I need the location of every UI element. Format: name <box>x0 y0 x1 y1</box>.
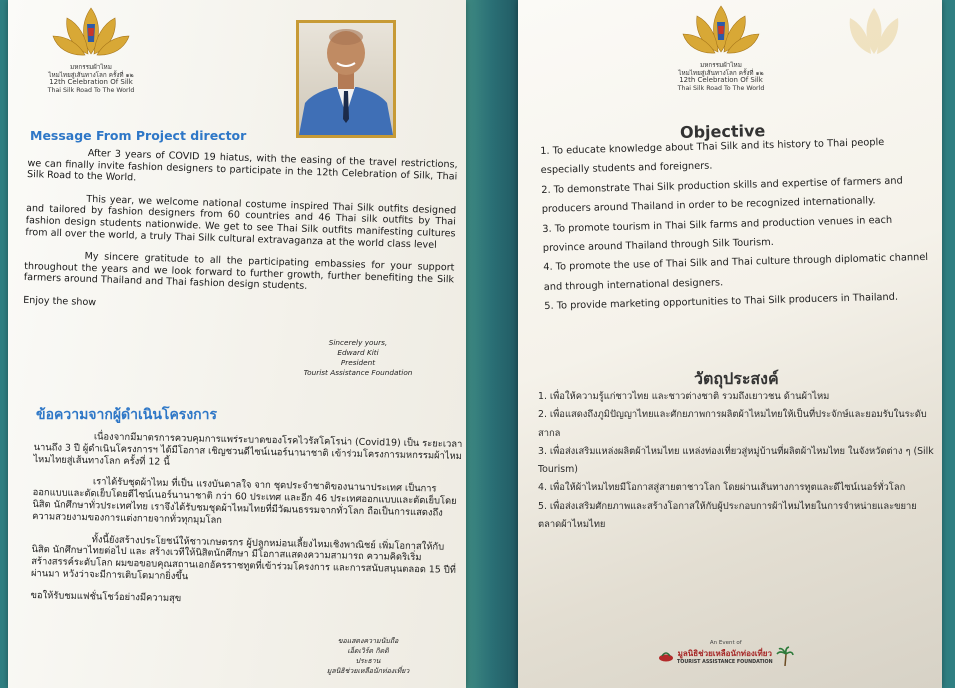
message-heading: Message From Project director <box>30 128 247 143</box>
background-gap <box>466 0 518 688</box>
message-paragraph-th: เนื่องจากมีมาตรการควบคุมการแพร่ระบาดของโรคไวรัสโคโรน่า (Covid19) เป็น ระยะเวลานานถึง 3 ปี ผู้ดำเนินโครงการฯ ได้มีโอกาส เชิญชวนดีไซน์เนอร์นานาชาติ เข้าร่วมโครงการมหกรรมผ้าไหม ไหมไทยสู่เส้นทางโลก ครั้งที่ 12 นี้ <box>33 431 463 468</box>
objective-item-th: 4. เพื่อให้ผ้าไหมไทยมีโอกาสสู่สายตาชาวโลก โดยผ่านเส้นทางการทูตและดีไซน์เนอร์ทั่วโลก <box>538 482 906 494</box>
foundation-name-en: TOURIST ASSISTANCE FOUNDATION <box>677 660 773 665</box>
foundation-name-th: มูลนิธิช่วยเหลือนักท่องเที่ยว <box>677 649 772 658</box>
objective-list-th <box>538 388 938 534</box>
objective-item-th: 3. เพื่อส่งเสริมแหล่งผลิตผ้าไหมไทย แหล่งท่องเที่ยวสู่หมู่บ้านที่ผลิตผ้าไหมไทย ในจังหวัดต่าง ๆ (Silk Tourism) <box>538 445 934 476</box>
silk-lotus-emblem-icon <box>51 4 131 60</box>
signature-line: President <box>340 358 376 367</box>
event-logo <box>36 4 146 94</box>
faint-emblem-icon <box>834 4 914 60</box>
message-closing: Enjoy the show <box>22 294 97 309</box>
message-paragraph: My sincere gratitude to all the participating embassies for your support throughout the years and we look forward to further growth, further benefiting the Silk farmers around Thailand and Thai fashion design students. <box>23 250 455 293</box>
objective-item-th: 1. เพื่อให้ความรู้แก่ชาวไทย และชาวต่างชาติ รวมถึงเยาวชน ด้านผ้าไหม <box>538 391 830 402</box>
objective-item: 1. To educate knowledge about Thai Silk and its history to Thai people especially students and foreigners. <box>540 136 885 177</box>
message-paragraph-th: เราได้รับชุดผ้าไหม ที่เป็น แรงบันดาลใจ จาก ชุดประจำชาติของนานาประเทศ เป็นการออกแบบและตัดเย็บโดยดีไซน์เนอร์นานาชาติ กว่า 60 ประเทศ และอีก 46 ประเทศออกแบบและตัดเย็บโดยนิสิต นักศึกษาทั่วประเทศไทย เราจึงได้รับชมชุดผ้าไหมไทยที่มีวัฒนธรรมจากทั่วโลก ถือเป็นการแสดงถึงความสวยงามของการแต่งกายจากทั่วทุกมุมโลก <box>32 476 457 526</box>
event-organizer <box>658 640 794 666</box>
logo-line4: Thai Silk Road To The World <box>677 84 765 92</box>
director-portrait <box>296 20 396 138</box>
objective-item: 4. To promote the use of Thai Silk and Thai culture through diplomatic channel and through international designers. <box>543 252 929 293</box>
silk-lotus-emblem-icon <box>681 2 761 58</box>
logo-line2: ไหมไทยสู่เส้นทางโลก ครั้งที่ ๑๒ <box>678 69 764 77</box>
message-body-th <box>30 430 464 621</box>
foundation-logo-icon <box>658 650 674 662</box>
objective-item-th: 2. เพื่อแสดงถึงภูมิปัญญาไทยและศักยภาพการผลิตผ้าไหมไทยให้เป็นที่ประจักษ์และยอมรับในระดับสากล <box>538 409 927 439</box>
objective-item: 2. To demonstrate Thai Silk production skills and expertise of farmers and producers around Thailand in order to be recognized internationally. <box>541 175 903 216</box>
signature-line: Tourist Assistance Foundation <box>303 368 413 377</box>
objective-list-en <box>540 132 936 317</box>
signature-en <box>298 338 418 378</box>
objective-item: 3. To promote tourism in Thai Silk farms and production venues in each province around Thailand through Silk Tourism. <box>542 214 893 254</box>
logo-line2: ไหมไทยสู่เส้นทางโลก ครั้งที่ ๑๒ <box>48 71 134 79</box>
message-paragraph-th: ทั้งนี้ยังสร้างประโยชน์ให้ชาวเกษตรกร ผู้ปลูกหม่อนเลี้ยงไหมเชิงพาณิชย์ เพิ่มโอกาสให้กับนิสิต นักศึกษาไทยต่อไป และ สร้างเวทีให้นิสิตนักศึกษา มีโอกาสแสดงความสามารถ ความคิดริเริ่มสร้างสรรค์ระดับโลก ผมขอขอบคุณสถานเอกอัครราชทูตที่เข้าร่วมโครงการ และการสนับสนุนตลอด 15 ปีที่ผ่านมา หวังว่าจะมีการเติบโตมากยิ่งขึ้น <box>30 533 457 583</box>
message-paragraph: After 3 years of COVID 19 hiatus, with the easing of the travel restrictions, we can finally invite fashion designers to participate in the 12th Celebration of Silk, Thai Silk Road to the World. <box>26 147 458 184</box>
portrait-figure-icon <box>299 23 393 135</box>
message-paragraph: This year, we welcome national costume inspired Thai Silk outfits designed and tailored by fashion designers from 60 countries and 46 Thai silk outfits by Thai fashion design students nationwide. We get to see Thai Silk outfits manifesting cultures from all over the world, a truly Thai Silk cultural extravaganza at the world class level <box>25 193 457 251</box>
objective-title-th: วัตถุประสงค์ <box>694 369 779 388</box>
signature-line: Edward Kiti <box>337 348 379 357</box>
signature-line-th: เอ็ดเวิร์ด กิตติ <box>347 647 389 655</box>
palm-tree-icon <box>776 646 794 666</box>
event-by-label: An Event of <box>709 640 742 646</box>
logo-line1: มหกรรมผ้าไหม <box>70 64 112 71</box>
message-closing-th: ขอให้รับชมแฟชั่นโชว์อย่างมีความสุข <box>30 589 182 604</box>
objective-title: Objective <box>679 121 766 142</box>
signature-th <box>308 636 428 676</box>
logo-line3: 12th Celebration Of Silk <box>679 76 763 84</box>
brochure-right-page <box>518 0 942 688</box>
objective-item: 5. To provide marketing opportunities to Thai Silk producers in Thailand. <box>544 291 899 313</box>
logo-line3: 12th Celebration Of Silk <box>49 78 133 86</box>
signature-line-th: ขอแสดงความนับถือ <box>337 637 399 645</box>
message-heading-th: ข้อความจากผู้ดำเนินโครงการ <box>36 407 218 423</box>
brochure-left-page <box>8 0 466 688</box>
event-logo-right <box>666 2 776 92</box>
signature-line-th: ประธาน <box>355 657 381 665</box>
signature-line: Sincerely yours, <box>328 338 388 347</box>
message-body-en <box>23 146 458 331</box>
logo-line4: Thai Silk Road To The World <box>47 86 135 94</box>
signature-line-th: มูลนิธิช่วยเหลือนักท่องเที่ยว <box>326 667 410 675</box>
objective-item-th: 5. เพื่อส่งเสริมศักยภาพและสร้างโอกาสให้กับผู้ประกอบการผ้าไหมไทยในการจำหน่ายและขยายตลาดผ้าไหมไทย <box>538 500 917 531</box>
logo-line1: มหกรรมผ้าไหม <box>700 62 742 69</box>
